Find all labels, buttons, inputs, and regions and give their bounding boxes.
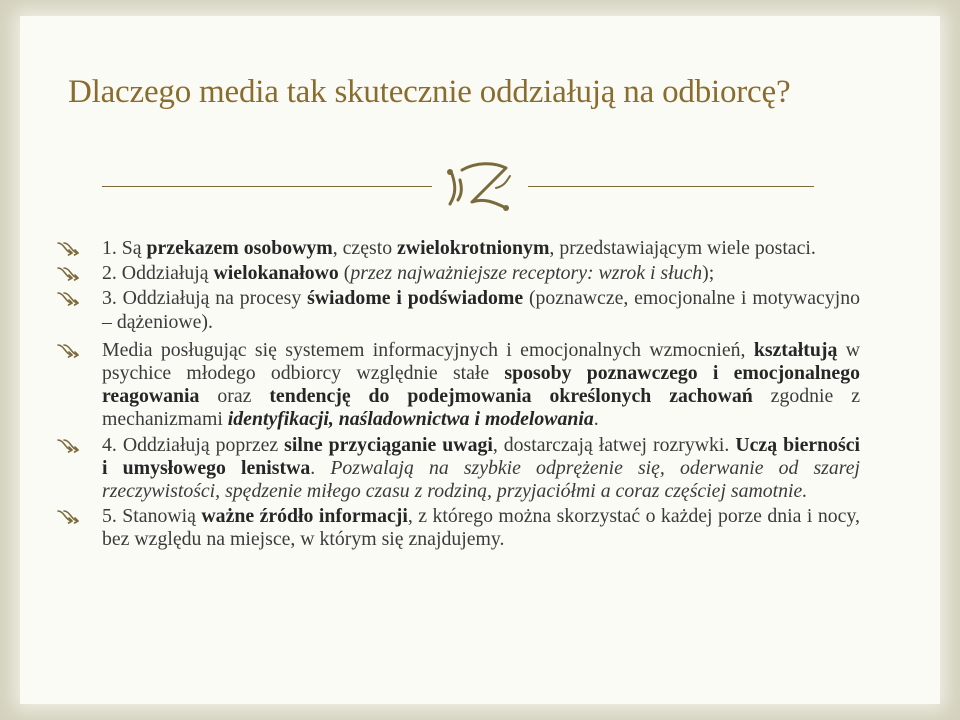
emphasis-text: świadome i podświadome xyxy=(307,287,524,310)
emphasis-text: zwielokrotnionym xyxy=(397,237,550,259)
text-segment: , przedstawiającym wiele postaci. xyxy=(549,237,816,259)
emphasis-text: Uczą bierności i umysłowego lenistwa xyxy=(102,433,860,479)
list-item xyxy=(102,262,860,285)
emphasis-text: przez najważniejsze receptory: wzrok i słuch xyxy=(350,262,703,285)
double-arrow-bullet-icon xyxy=(56,341,82,359)
text-segment: 3. Oddziałują na procesy xyxy=(102,287,308,310)
text-segment: w psychice młodego odbiorcy względnie stałe xyxy=(102,338,860,385)
double-arrow-bullet-icon xyxy=(56,289,82,307)
double-arrow-bullet-icon xyxy=(56,507,82,525)
text-segment: , z którego można skorzystać o każdej porze dnia i nocy, bez względu na miejsce, w którym się znajdujemy. xyxy=(102,505,860,551)
text-segment: . xyxy=(593,408,599,431)
list-item xyxy=(102,339,860,432)
emphasis-text: Pozwalają na szybkie odprężenie się, oderwanie od szarej rzeczywistości, spędzenie miłego czasu z rodziną, przyjaciółmi a coraz częściej samotnie. xyxy=(102,456,861,503)
double-arrow-bullet-icon xyxy=(56,436,82,454)
text-segment: , często xyxy=(332,237,398,259)
list-item xyxy=(102,505,860,551)
emphasis-text: ważne źródło informacji xyxy=(201,505,408,528)
text-segment: 4. Oddziałują poprzez xyxy=(102,433,285,456)
slide-title: Dlaczego media tak skutecznie oddziałują na odbiorcę? xyxy=(68,74,791,110)
double-arrow-bullet-icon xyxy=(56,239,82,257)
divider-right xyxy=(528,186,814,187)
emphasis-text: silne przyciąganie uwagi xyxy=(284,433,493,456)
emphasis-text: przekazem osobowym xyxy=(146,237,333,259)
emphasis-text: tendencję do podejmowania określonych zachowań xyxy=(269,385,753,408)
text-segment: Media posługując się systemem informacyjnych i emocjonalnych wzmocnień, xyxy=(102,338,754,361)
text-segment: (poznawcze, emocjonalne i motywacyjno – dążeniowe). xyxy=(102,287,860,333)
text-segment: , dostarczają łatwej rozrywki. xyxy=(492,433,736,456)
list-item xyxy=(102,434,860,504)
emphasis-text: wielokanałowo xyxy=(213,262,339,285)
text-segment: ); xyxy=(702,262,715,285)
emphasis-text: identyfikacji, naśladownictwa i modelowania xyxy=(227,408,594,431)
text-segment: zgodnie z mechanizmami xyxy=(102,385,860,431)
divider-left xyxy=(102,186,432,187)
flourish-ornament-icon xyxy=(432,158,528,216)
emphasis-text: sposoby poznawczego i emocjonalnego reagowania xyxy=(102,362,860,408)
list-item xyxy=(102,287,860,333)
text-segment: 5. Stanowią xyxy=(102,505,202,528)
text-segment: oraz xyxy=(199,385,270,408)
text-segment: 2. Oddziałują xyxy=(102,262,214,285)
text-segment: . xyxy=(310,456,331,479)
emphasis-text: kształtują xyxy=(753,338,838,361)
text-segment: 1. Są xyxy=(102,237,147,259)
bullet-list xyxy=(102,237,860,554)
list-item xyxy=(102,237,860,260)
double-arrow-bullet-icon xyxy=(56,264,82,282)
text-segment: ( xyxy=(338,262,351,285)
